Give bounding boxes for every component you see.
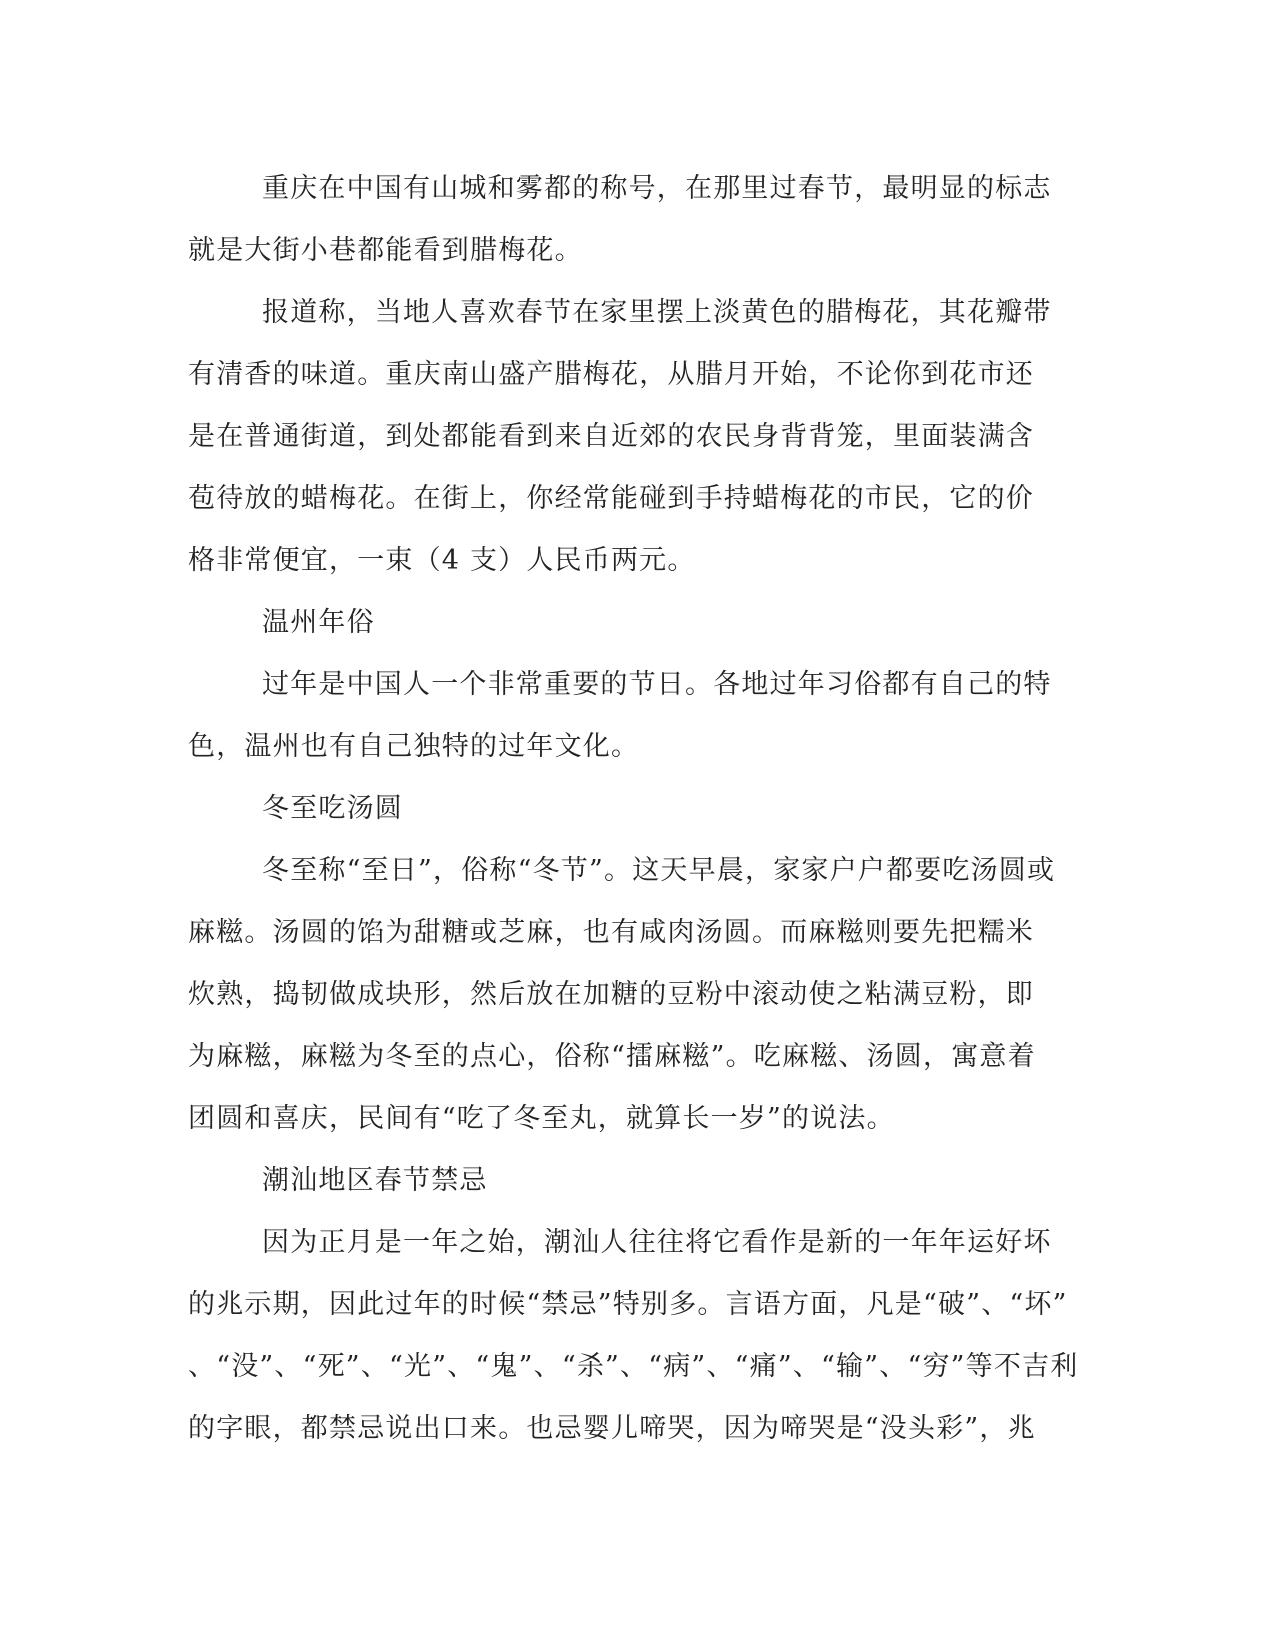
section-heading: 温州年俗 [262, 607, 375, 638]
text-line: 的字眼，都禁忌说出口来。也忌婴儿啼哭，因为啼哭是“没头彩”，兆 [188, 1413, 1036, 1444]
text-line: 的兆示期，因此过年的时候“禁忌”特别多。言语方面，凡是“破”、“坏” [188, 1289, 1068, 1320]
text-line: 冬至称“至日”，俗称“冬节”。这天早晨，家家户户都要吃汤圆或 [262, 855, 1056, 886]
text-line: 、“没”、“死”、“光”、“鬼”、“杀”、“病”、“痛”、“输”、“穷”等不吉利 [188, 1351, 1079, 1382]
text-line: 有清香的味道。重庆南山盛产腊梅花，从腊月开始，不论你到花市还 [188, 359, 1034, 390]
text-line: 色，温州也有自己独特的过年文化。 [188, 731, 640, 762]
text-line: 苞待放的蜡梅花。在街上，你经常能碰到手持蜡梅花的市民，它的价 [188, 483, 1034, 514]
text-line: 团圆和喜庆，民间有“吃了冬至丸，就算长一岁”的说法。 [188, 1103, 895, 1134]
text-line: 麻糍。汤圆的馅为甜糖或芝麻，也有咸肉汤圆。而麻糍则要先把糯米 [188, 917, 1034, 948]
document-body [188, 158, 1079, 1460]
section-heading: 冬至吃汤圆 [262, 793, 403, 824]
text-line: 报道称，当地人喜欢春节在家里摆上淡黄色的腊梅花，其花瓣带 [262, 297, 1052, 328]
section-heading: 潮汕地区春节禁忌 [262, 1165, 488, 1196]
text-line: 过年是中国人一个非常重要的节日。各地过年习俗都有自己的特 [262, 669, 1052, 700]
text-line: 炊熟，捣韧做成块形，然后放在加糖的豆粉中滚动使之粘满豆粉，即 [188, 979, 1034, 1010]
text-line: 格非常便宜，一束（4 支）人民币两元。 [188, 545, 696, 576]
text-line: 为麻糍，麻糍为冬至的点心，俗称“擂麻糍”。吃麻糍、汤圆，寓意着 [188, 1041, 1036, 1072]
text-line: 重庆在中国有山城和雾都的称号，在那里过春节，最明显的标志 [262, 173, 1052, 204]
text-line: 是在普通街道，到处都能看到来自近郊的农民身背背笼，里面装满含 [188, 421, 1034, 452]
text-line: 就是大街小巷都能看到腊梅花。 [188, 235, 583, 266]
text-line: 因为正月是一年之始，潮汕人往往将它看作是新的一年年运好坏 [262, 1227, 1052, 1258]
